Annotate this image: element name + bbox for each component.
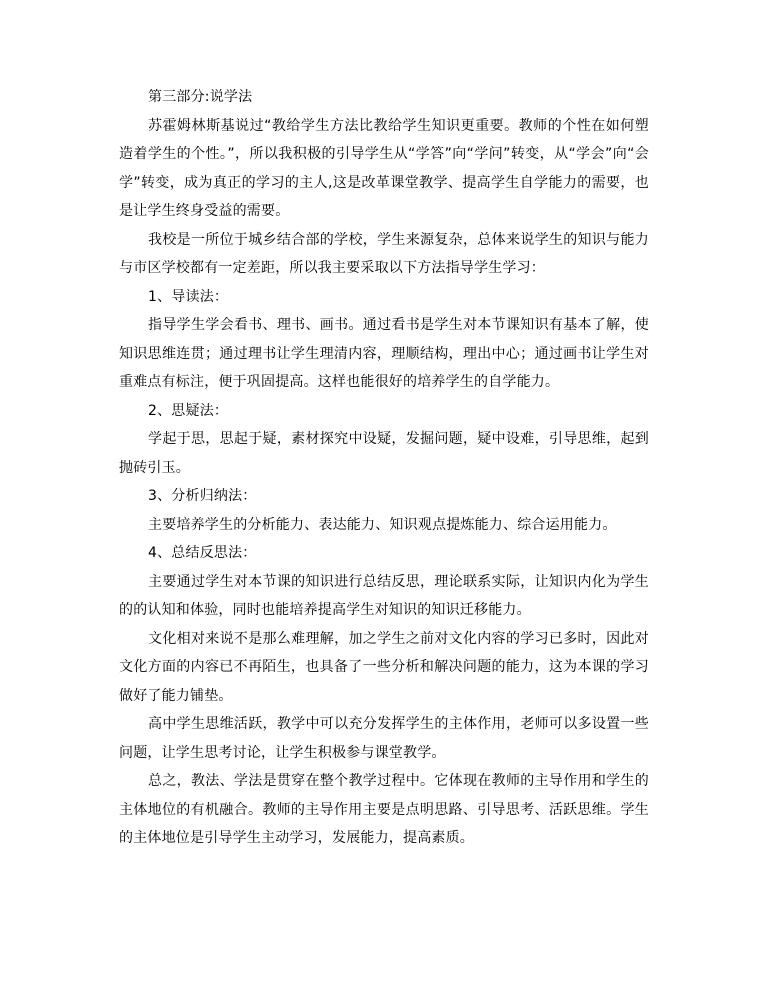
paragraph: 苏霍姆林斯基说过“教给学生方法比教给学生知识更重要。教师的个性在如何塑造着学生的个性。”，所以我积极的引导学生从“学答”向“学问”转变，从“学会”向“会学”转变，成为真正的学习的主人,这是改革课堂教学、提高学生自学能力的需要，也是让学生终身受益的需要。 bbox=[119, 117, 649, 219]
paragraph: 指导学生学会看书、理书、画书。通过看书是学生对本节课知识有基本了解，使知识思维连贯；通过理书让学生理清内容，理顺结构，理出中心；通过画书让学生对重难点有标注，便于巩固提高。这样也能很好的培养学生的自学能力。 bbox=[119, 317, 649, 390]
method-heading: 2、思疑法： bbox=[148, 402, 229, 419]
section-heading: 第三部分:说学法 bbox=[148, 89, 253, 105]
document-body bbox=[119, 83, 649, 853]
method-heading: 1、导读法： bbox=[148, 288, 229, 305]
paragraph: 主要培养学生的分析能力、表达能力、知识观点提炼能力、综合运用能力。 bbox=[148, 516, 617, 533]
paragraph: 文化相对来说不是那么难理解，加之学生之前对文化内容的学习已多时，因此对文化方面的内容已不再陌生，也具备了一些分析和解决问题的能力，这为本课的学习做好了能力铺垫。 bbox=[119, 630, 649, 704]
method-heading: 4、总结反思法： bbox=[148, 545, 257, 561]
paragraph: 总之，教法、学法是贯穿在整个教学过程中。它体现在教师的主导作用和学生的主体地位的有机融合。教师的主导作用主要是点明思路、引导思考、活跃思维。学生的主体地位是引导学生主动学习，发展能力，提高素质。 bbox=[119, 773, 649, 846]
paragraph: 主要通过学生对本节课的知识进行总结反思，理论联系实际，让知识内化为学生的的认知和体验，同时也能培养提高学生对知识的知识迁移能力。 bbox=[119, 573, 649, 618]
paragraph: 高中学生思维活跃，教学中可以充分发挥学生的主体作用，老师可以多设置一些问题，让学生思考讨论，让学生积极参与课堂教学。 bbox=[119, 716, 649, 761]
paragraph: 学起于思，思起于疑，素材探究中设疑，发掘问题，疑中设难，引导思维，起到抛砖引玉。 bbox=[119, 431, 649, 476]
paragraph: 我校是一所位于城乡结合部的学校，学生来源复杂，总体来说学生的知识与能力与市区学校都有一定差距，所以我主要采取以下方法指导学生学习： bbox=[119, 231, 649, 276]
method-heading: 3、分析归纳法： bbox=[148, 488, 257, 504]
